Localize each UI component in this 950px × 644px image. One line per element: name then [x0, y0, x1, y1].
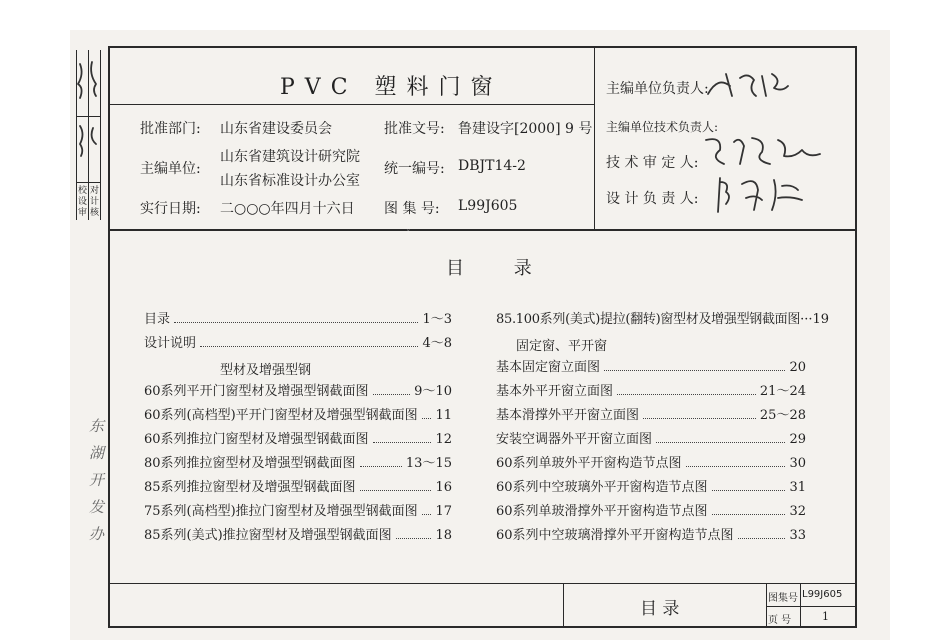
toc-entry[interactable]: 60系列推拉门窗型材及增强型钢截面图 12 — [144, 432, 452, 447]
toc-entry[interactable]: 基本滑撑外平开窗立面图 25～28 — [496, 408, 806, 423]
approval-dept-label: 批准部门: — [140, 121, 201, 137]
toc-entry[interactable]: 基本固定窗立面图 20 — [496, 360, 806, 375]
atlas-label: 图集号 — [768, 593, 798, 604]
toc-entry[interactable]: 基本外平开窗立面图 21～24 — [496, 384, 806, 399]
toc-entry[interactable]: 85.100系列(美式)提拉(翻转)窗型材及增强型钢截面图 ··· 19 — [496, 312, 830, 327]
toc-entry[interactable]: 85系列推拉窗型材及增强型钢截面图 16 — [144, 480, 452, 495]
approval-no-value: 鲁建设字[2000] 9 号 — [458, 121, 593, 137]
approval-dept-value: 山东省建设委员会 — [220, 121, 332, 137]
signature-2 — [700, 130, 830, 174]
atlas-no-value: L99J605 — [458, 198, 518, 214]
signer-role-designer: 设 计 负 责 人: — [606, 191, 699, 207]
toc-entry[interactable]: 设计说明 4～8 — [144, 336, 452, 351]
effective-date-value: 二○○○年四月十六日 — [220, 201, 355, 217]
chief-unit-line-2: 山东省标准设计办公室 — [220, 173, 360, 189]
stamp-col-2: 对 计 核 — [90, 186, 100, 218]
toc-entry[interactable]: 60系列单玻滑撑外平开窗构造节点图 32 — [496, 504, 806, 519]
signature-3 — [712, 172, 822, 216]
signer-role-reviewer: 技 术 审 定 人: — [606, 155, 699, 171]
approval-no-label: 批准文号: — [384, 121, 445, 137]
toc-entry[interactable]: 60系列中空玻璃外平开窗构造节点图 31 — [496, 480, 806, 495]
stamp-col-1: 校 设 审 — [78, 186, 88, 218]
signer-role-chief-unit: 主编单位负责人: — [606, 81, 709, 97]
title-block-name: 目 录 — [640, 599, 680, 619]
toc-entry[interactable]: 60系列中空玻璃滑撑外平开窗构造节点图 33 — [496, 528, 806, 543]
atlas-value: L99J605 — [802, 589, 843, 600]
margin-signatures — [74, 56, 104, 176]
page-value: 1 — [822, 610, 829, 623]
unified-no-value: DBJT14-2 — [458, 158, 526, 174]
toc-title: 目 录 — [446, 258, 554, 279]
chief-unit-label: 主编单位: — [140, 161, 201, 177]
signature-1 — [700, 64, 810, 104]
toc-entry[interactable]: 60系列(高档型)平开门窗型材及增强型钢截面图 11 — [144, 408, 452, 423]
signer-role-tech-lead: 主编单位技术负责人: — [606, 120, 719, 134]
toc-entry[interactable]: 80系列推拉窗型材及增强型钢截面图 13～15 — [144, 456, 452, 471]
toc-entry[interactable]: 60系列平开门窗型材及增强型钢截面图 9～10 — [144, 384, 452, 399]
margin-handwriting: 东湖开发办 — [87, 418, 105, 553]
effective-date-label: 实行日期: — [140, 201, 201, 217]
toc-section-heading: 固定窗、平开窗 — [516, 339, 608, 354]
toc-entry[interactable]: 60系列单玻外平开窗构造节点图 30 — [496, 456, 806, 471]
toc-entry[interactable]: 目录 1～3 — [144, 312, 452, 327]
toc-entry[interactable]: 75系列(高档型)推拉门窗型材及增强型钢截面图 17 — [144, 504, 452, 519]
toc-entry[interactable]: 安装空调器外平开窗立面图 29 — [496, 432, 806, 447]
document-title: PVC 塑料门窗 — [280, 75, 503, 100]
unified-no-label: 统一编号: — [384, 161, 445, 177]
chief-unit-line-1: 山东省建筑设计研究院 — [220, 149, 360, 165]
toc-entry[interactable]: 85系列(美式)推拉窗型材及增强型钢截面图 18 — [144, 528, 452, 543]
atlas-no-label: 图 集 号: — [384, 201, 440, 217]
page-label: 页 号 — [768, 615, 792, 626]
toc-section-heading: 型材及增强型钢 — [220, 363, 312, 378]
